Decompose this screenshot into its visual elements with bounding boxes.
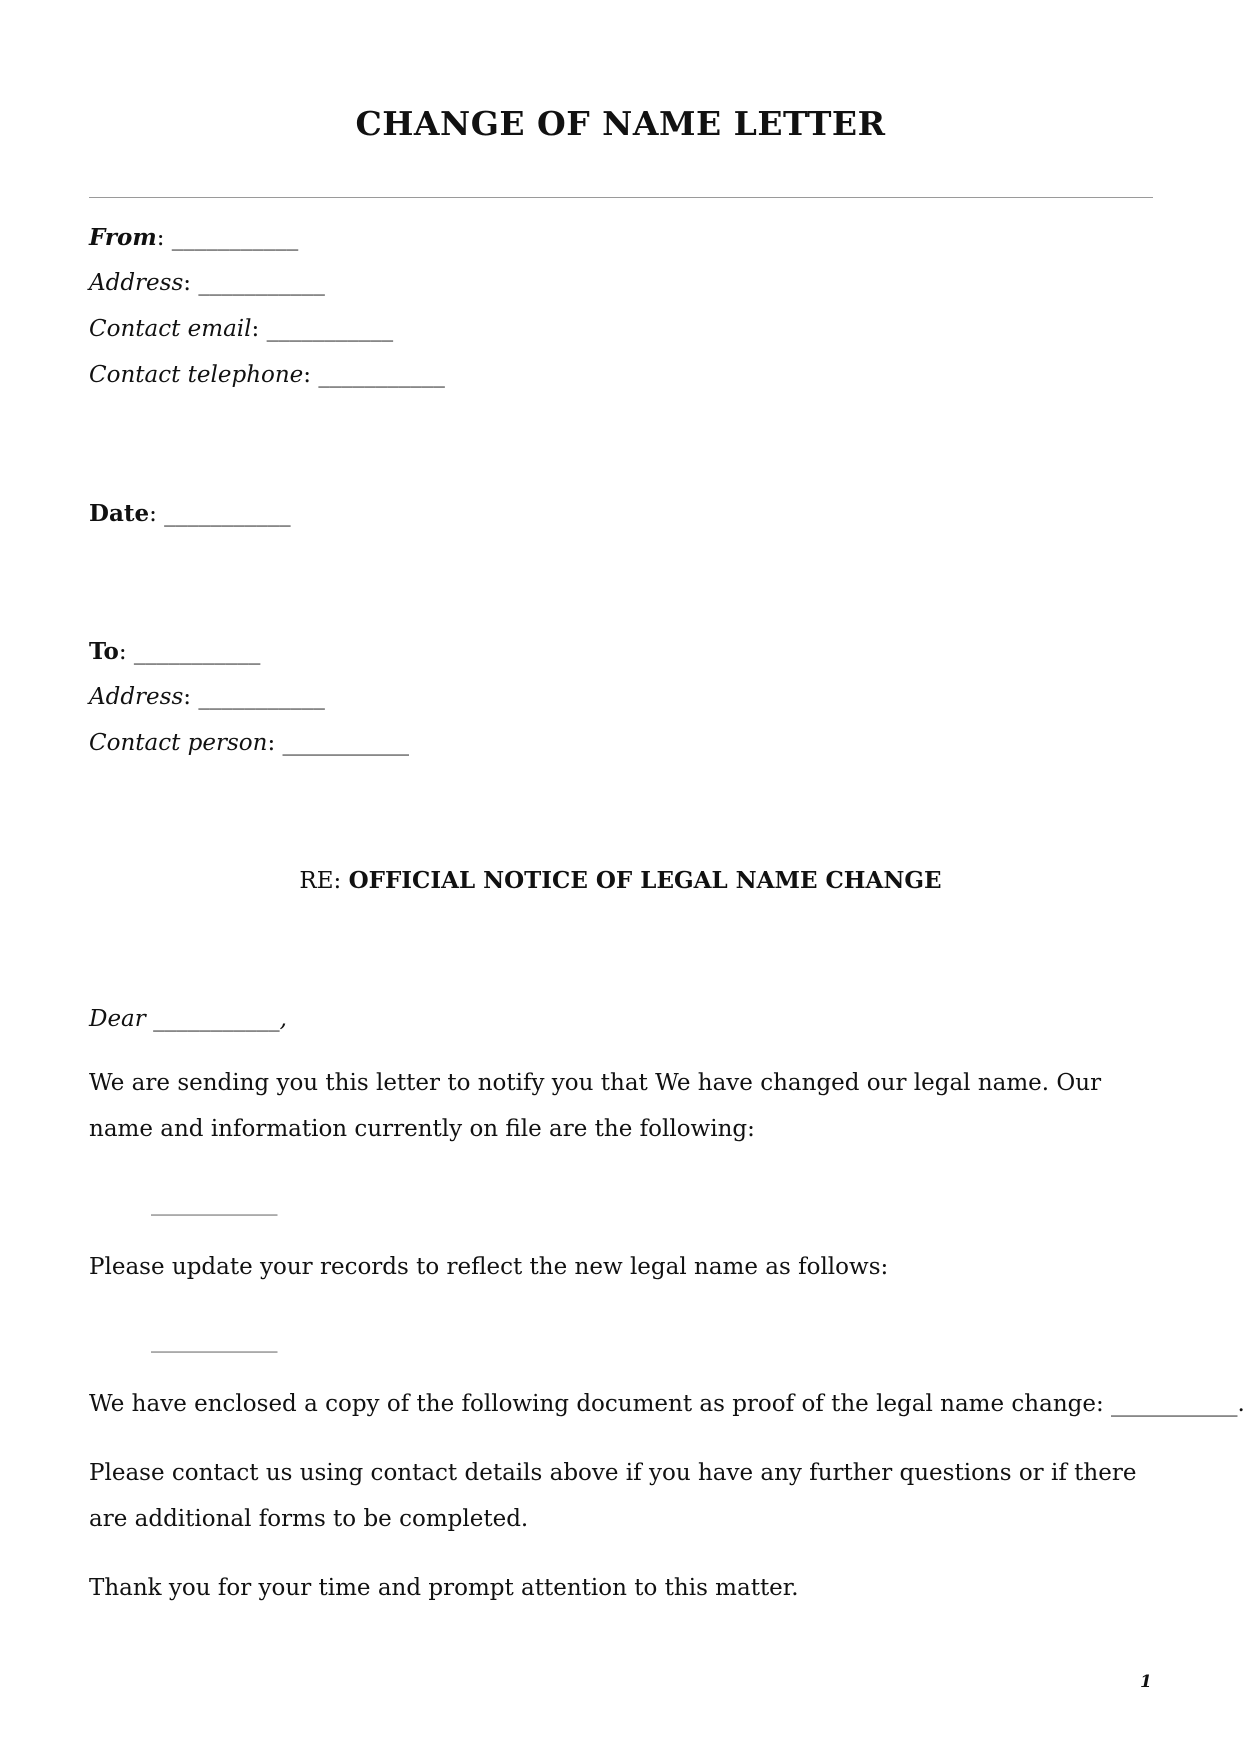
- recipient-address-label: Address: [89, 684, 184, 710]
- date-field[interactable]: ___________: [164, 501, 291, 527]
- sender-address-label: Address: [89, 270, 184, 296]
- current-name-blank[interactable]: ___________: [151, 1190, 278, 1216]
- body-paragraph-4: Please contact us using contact details above if you have any further questions or if there are additional forms to be completed.: [89, 1460, 1137, 1532]
- contact-telephone-field[interactable]: ___________: [318, 362, 445, 388]
- subject-line: [0, 867, 1241, 894]
- body-paragraph-2: Please update your records to reflect the new legal name as follows:: [89, 1254, 889, 1280]
- document-title: CHANGE OF NAME LETTER: [355, 104, 886, 143]
- recipient-address-line: Address: ___________: [89, 684, 325, 710]
- salutation-line: Dear ___________,: [89, 1006, 287, 1032]
- subject-text: OFFICIAL NOTICE OF LEGAL NAME CHANGE: [348, 867, 942, 894]
- to-field[interactable]: ___________: [133, 639, 261, 665]
- from-field[interactable]: ___________: [171, 225, 299, 251]
- body-paragraph-5: Thank you for your time and prompt attention to this matter.: [89, 1575, 799, 1601]
- body-paragraph-3: We have enclosed a copy of the following document as proof of the legal name change: ___________.: [89, 1391, 1245, 1417]
- salutation-blank[interactable]: ___________: [153, 1006, 280, 1032]
- new-name-blank[interactable]: ___________: [151, 1327, 278, 1353]
- proof-document-blank[interactable]: ___________: [1111, 1391, 1238, 1417]
- to-line: To: ___________: [89, 638, 261, 665]
- salutation-word: Dear: [89, 1006, 146, 1032]
- contact-person-line: Contact person: ___________: [89, 730, 410, 756]
- body-paragraph-1: We are sending you this letter to notify you that We have changed our legal name. Our name and information currently on file are the following:: [89, 1070, 1102, 1142]
- recipient-address-field[interactable]: ___________: [198, 684, 325, 710]
- sender-address-field[interactable]: ___________: [198, 270, 325, 296]
- contact-email-field[interactable]: ___________: [266, 316, 394, 342]
- page-number: 1: [1140, 1672, 1152, 1692]
- title-divider: [89, 197, 1153, 198]
- sender-address-line: Address: ___________: [89, 270, 325, 296]
- contact-person-field[interactable]: ___________: [282, 730, 410, 756]
- contact-telephone-line: Contact telephone: ___________: [89, 362, 445, 388]
- contact-email-line: Contact email: ___________: [89, 316, 394, 342]
- to-label: To: [89, 638, 119, 665]
- from-label: From: [89, 224, 157, 251]
- contact-telephone-label: Contact telephone: [89, 362, 304, 388]
- body-paragraph-3-text: We have enclosed a copy of the following document as proof of the legal name change:: [89, 1391, 1104, 1417]
- contact-email-label: Contact email: [89, 316, 252, 342]
- from-line: From: ___________: [89, 224, 299, 251]
- contact-person-label: Contact person: [89, 730, 268, 756]
- subject-prefix: RE:: [299, 868, 342, 894]
- date-line: Date: ___________: [89, 500, 291, 527]
- date-label: Date: [89, 500, 150, 527]
